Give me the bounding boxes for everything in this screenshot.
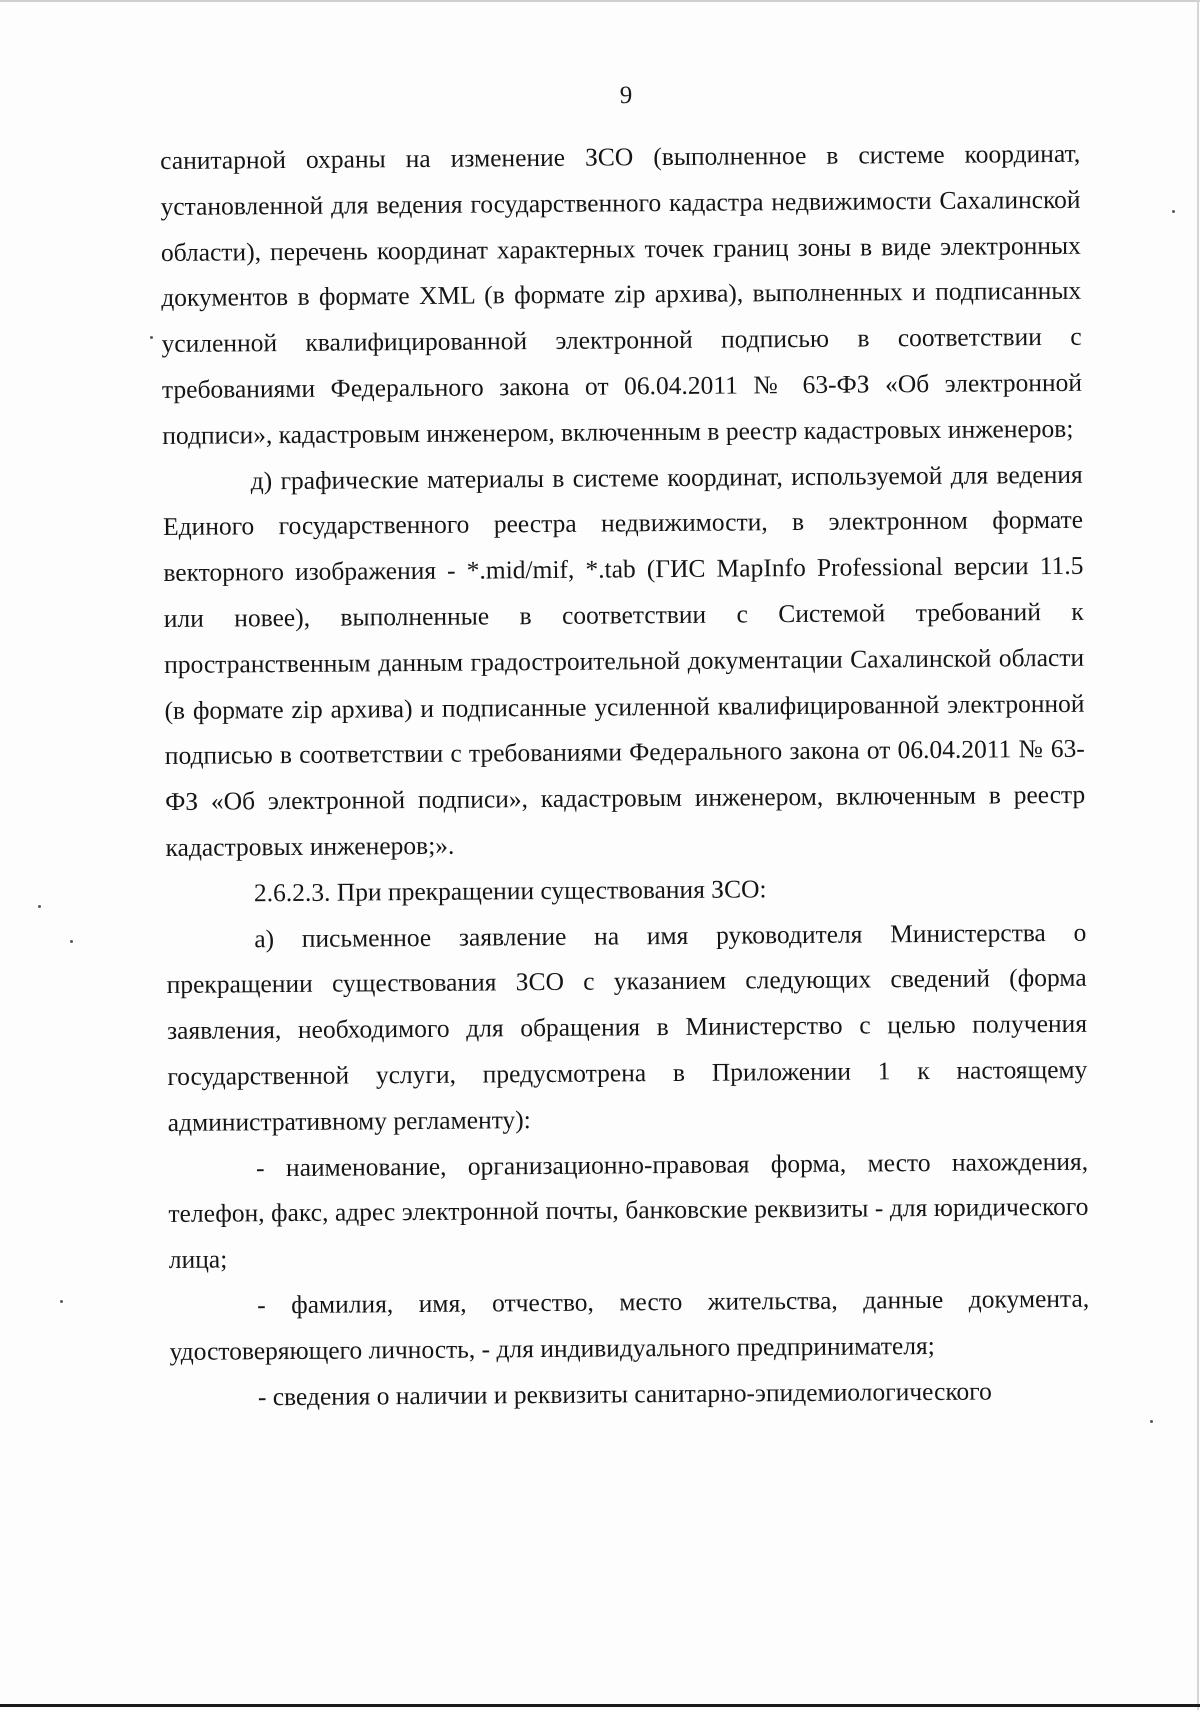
list-item-sanitary-info: - сведения о наличии и реквизиты санитарно-эпидемиологического	[257, 1376, 992, 1411]
paragraph-item-d: д) графические материалы в системе координат, используемой для ведения Единого государственного реестра недвижимости, в электронном формате векторного изображения - *.mid/mif, *.tab (ГИС MapInfo Professional версии 11.5 или новее), выполненные в соответствии с Системой требований к пространственным данным градостроительной документации Сахалинской области (в формате zip архива) и подписанные усиленной квалифицированной электронной подписью в соответствии с требованиями Федерального закона от 06.04.2011 № 63-ФЗ «Об электронной подписи», кадастровым инженером, включенным в реестр кадастровых инженеров;».	[162, 459, 1086, 862]
section-heading-2-6-2-3: 2.6.2.3. При прекращении существования ЗСО:	[253, 874, 767, 908]
scan-speck	[38, 905, 41, 908]
scan-speck	[150, 336, 153, 339]
page-number: 9	[619, 82, 633, 109]
scan-edge-top	[0, 0, 1200, 2]
scan-speck	[1172, 210, 1175, 213]
list-item-legal-entity: - наименование, организационно-правовая форма, место нахождения, телефон, факс, адрес электронной почты, банковские реквизиты - для юридического лица;	[168, 1146, 1089, 1275]
scan-speck	[60, 1300, 63, 1303]
list-item-entrepreneur: - фамилия, имя, отчество, место жительства, данные документа, удостоверяющего личность, - для индивидуального предпринимателя;	[169, 1283, 1090, 1366]
document-body	[160, 131, 1090, 1420]
paragraph-continuation: санитарной охраны на изменение ЗСО (выполненное в системе координат, установленной для ведения государственного кадастра недвижимости Сахалинской области), перечень координат характерных точек границ зоны в виде электронных документов в формате XML (в формате zip архива), выполненных и подписанных усиленной квалифицированной электронной подписью в соответствии с требованиями Федерального закона от 06.04.2011 № 63-ФЗ «Об электронной подписи», кадастровым инженером, включенным в реестр кадастровых инженеров;	[160, 138, 1083, 450]
paragraph-item-a: а) письменное заявление на имя руководителя Министерства о прекращении существования ЗСО с указанием следующих сведений (форма заявления, необходимого для обращения в Министерство с целью получения государственной услуги, предусмотрена в Приложении 1 к настоящему административному регламенту):	[166, 917, 1088, 1137]
scan-speck	[70, 940, 73, 943]
scan-edge-bottom	[0, 1704, 1200, 1707]
scan-edge-right	[1197, 0, 1199, 1710]
scan-speck	[1150, 1420, 1153, 1423]
